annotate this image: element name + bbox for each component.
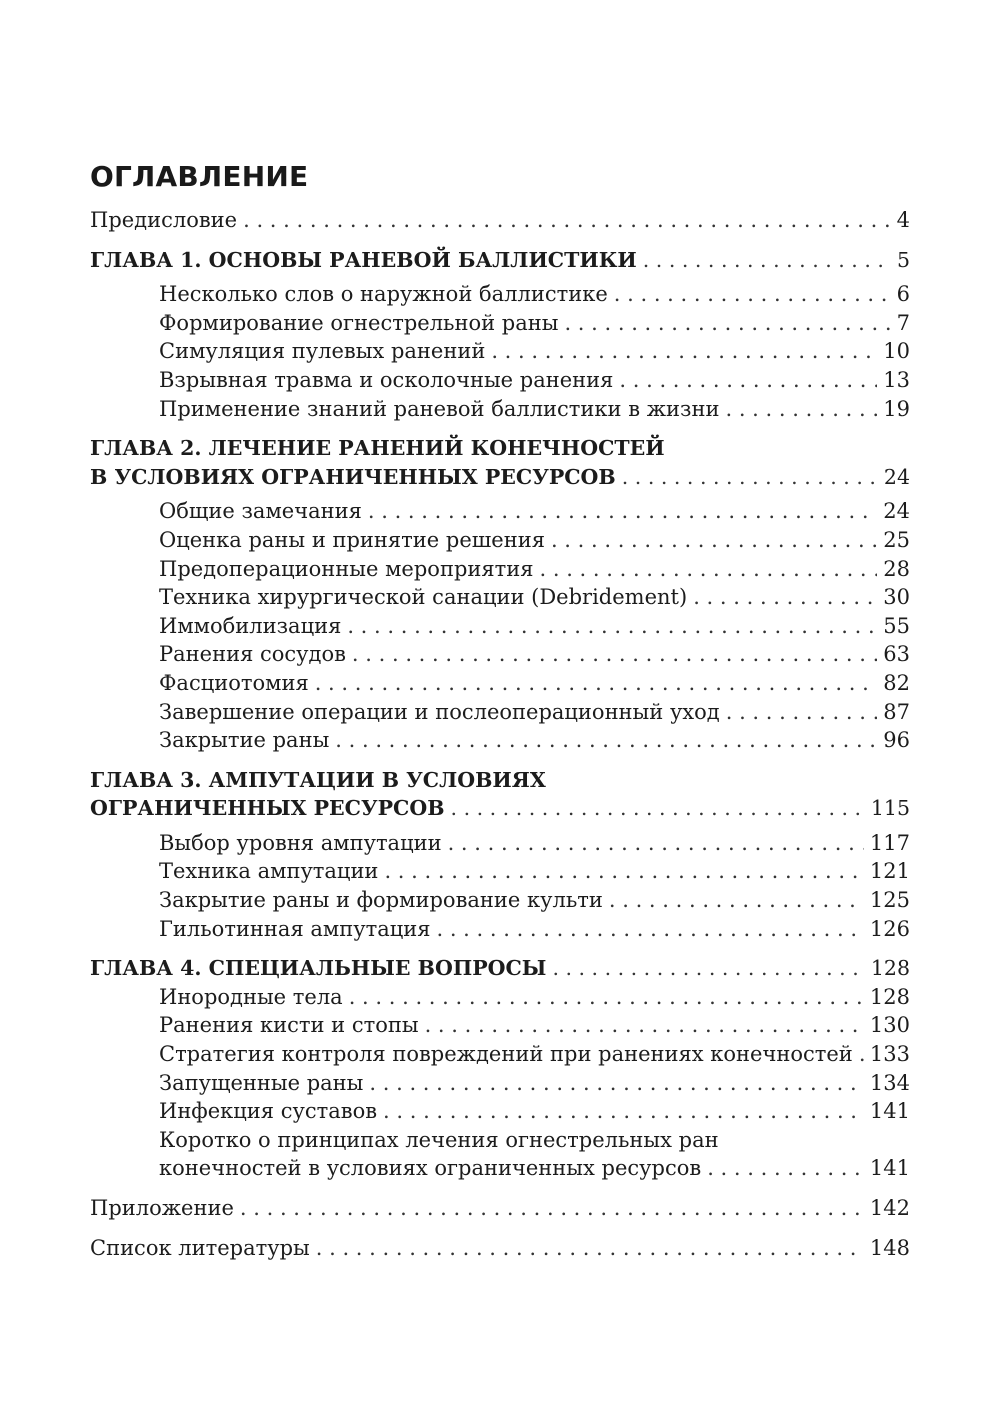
section-title: Инородные тела (159, 984, 343, 1009)
page-title: ОГЛАВЛЕНИЕ (90, 160, 309, 193)
chapter-title: ГЛАВА 2. ЛЕЧЕНИЕ РАНЕНИЙ КОНЕЧНОСТЕЙ (90, 436, 665, 461)
section-title: Гильотинная ампутация (159, 916, 431, 941)
toc-page-number: 24 (883, 499, 910, 524)
toc-section[interactable] (90, 669, 910, 698)
dot-leader (315, 669, 878, 698)
section-title: Предоперационные мероприятия (159, 556, 534, 581)
dot-leader (316, 1234, 864, 1263)
dot-leader (707, 1154, 864, 1183)
toc-page-number: 133 (869, 1042, 910, 1067)
toc-page-number: 117 (869, 830, 910, 855)
toc-page-number: 134 (869, 1070, 910, 1095)
dot-leader (384, 857, 863, 886)
toc-section-line-2[interactable] (90, 1154, 910, 1183)
toc-page-number: 125 (869, 888, 910, 913)
dot-leader (436, 915, 863, 944)
dot-leader (448, 829, 864, 858)
section-title: Закрытие раны и формирование культи (159, 888, 603, 913)
toc-page-number: 141 (869, 1156, 910, 1181)
dot-leader (383, 1097, 864, 1126)
toc-entry-preface[interactable] (90, 206, 910, 235)
toc-entry-title: Список литературы (90, 1235, 310, 1260)
section-title: Коротко о принципах лечения огнестрельных ран (159, 1127, 719, 1152)
toc-page-number: 10 (883, 339, 910, 364)
section-title: Применение знаний раневой баллистики в жизни (159, 396, 720, 421)
dot-leader (368, 497, 877, 526)
toc-section[interactable] (90, 280, 910, 309)
chapter-title: ГЛАВА 1. ОСНОВЫ РАНЕВОЙ БАЛЛИСТИКИ (90, 247, 637, 272)
dot-leader (614, 280, 891, 309)
toc-page-number: 115 (870, 796, 910, 821)
dot-leader (564, 309, 890, 338)
chapter-title: В УСЛОВИЯХ ОГРАНИЧЕННЫХ РЕСУРСОВ (90, 464, 616, 489)
toc-section[interactable] (90, 698, 910, 727)
toc-page-number: 128 (869, 984, 910, 1009)
toc-page-number: 148 (869, 1235, 910, 1260)
toc-chapter-2-line-1[interactable] (90, 434, 910, 463)
toc-page-number: 28 (883, 556, 910, 581)
toc-section[interactable] (90, 1011, 910, 1040)
dot-leader (349, 983, 864, 1012)
section-title: Оценка раны и принятие решения (159, 527, 545, 552)
dot-leader (551, 526, 877, 555)
toc-section[interactable] (90, 983, 910, 1012)
section-title: Техника ампутации (159, 859, 379, 884)
toc-section[interactable] (90, 337, 910, 366)
section-title: Стратегия контроля повреждений при ранениях конечностей (159, 1042, 853, 1067)
toc-section[interactable] (90, 555, 910, 584)
toc-page-number: 63 (883, 642, 910, 667)
chapter-title: ГЛАВА 3. АМПУТАЦИИ В УСЛОВИЯХ (90, 767, 546, 792)
section-title: Инфекция суставов (159, 1099, 378, 1124)
dot-leader (622, 463, 878, 492)
toc-entry-appendix[interactable] (90, 1194, 910, 1223)
toc-page-number: 96 (883, 728, 910, 753)
dot-leader (643, 246, 891, 275)
toc-page-number: 30 (883, 585, 910, 610)
section-title: Симуляция пулевых ранений (159, 339, 486, 364)
dot-leader (369, 1069, 864, 1098)
toc-page-number: 126 (869, 916, 910, 941)
dot-leader (352, 640, 877, 669)
toc-page-number: 121 (869, 859, 910, 884)
toc-section[interactable] (90, 395, 910, 424)
dot-leader (859, 1040, 864, 1069)
dot-leader (491, 337, 877, 366)
dot-leader (240, 1194, 864, 1223)
toc-chapter-4[interactable] (90, 954, 910, 983)
toc-chapter-1[interactable] (90, 246, 910, 275)
toc-entry-references[interactable] (90, 1234, 910, 1263)
section-title: Фасциотомия (159, 670, 309, 695)
toc-section[interactable] (90, 1040, 910, 1069)
section-title: Запущенные раны (159, 1070, 364, 1095)
toc-page-number: 141 (869, 1099, 910, 1124)
section-title: Ранения кисти и стопы (159, 1013, 419, 1038)
toc-page-number: 82 (883, 670, 910, 695)
dot-leader (609, 886, 864, 915)
toc-section[interactable] (90, 1097, 910, 1126)
toc-page-number: 87 (883, 699, 910, 724)
toc-entry-title: Приложение (90, 1196, 234, 1220)
toc-page-number: 142 (869, 1196, 910, 1220)
toc-page-number: 6 (896, 282, 910, 307)
toc-page-number: 19 (883, 396, 910, 421)
dot-leader (243, 206, 891, 235)
toc-page-number: 5 (896, 247, 910, 272)
toc-section[interactable] (90, 829, 910, 858)
section-title: Общие замечания (159, 499, 362, 524)
toc-chapter-3-line-2[interactable] (90, 794, 910, 823)
section-title: Ранения сосудов (159, 642, 346, 667)
toc-entry-title: Предисловие (90, 208, 238, 232)
dot-leader (335, 726, 877, 755)
toc-section[interactable] (90, 1069, 910, 1098)
toc-page-number: 55 (883, 613, 910, 638)
chapter-title: ГЛАВА 4. СПЕЦИАЛЬНЫЕ ВОПРОСЫ (90, 956, 547, 981)
section-title: Иммобилизация (159, 613, 342, 638)
toc-section[interactable] (90, 857, 910, 886)
section-title: Завершение операции и послеоперационный уход (159, 699, 720, 724)
dot-leader (725, 395, 877, 424)
toc-section[interactable] (90, 726, 910, 755)
dot-leader (347, 612, 877, 641)
toc-section[interactable] (90, 366, 910, 395)
dot-leader (425, 1011, 864, 1040)
toc-page-number: 24 (883, 464, 910, 489)
dot-leader (540, 555, 878, 584)
toc-section[interactable] (90, 915, 910, 944)
toc-page-number: 25 (883, 527, 910, 552)
toc-page-number: 13 (883, 367, 910, 392)
toc-chapter-3-line-1[interactable] (90, 766, 910, 795)
table-of-contents (90, 206, 910, 1262)
toc-page-number: 130 (869, 1013, 910, 1038)
section-title: Техника хирургической санации (Debridement) (159, 585, 688, 610)
toc-section-line-1[interactable] (90, 1126, 910, 1155)
toc-page-number: 128 (870, 956, 910, 981)
toc-page-number: 4 (896, 208, 910, 232)
toc-section[interactable] (90, 583, 910, 612)
chapter-title: ОГРАНИЧЕННЫХ РЕСУРСОВ (90, 796, 445, 821)
section-title: Взрывная травма и осколочные ранения (159, 367, 614, 392)
toc-section[interactable] (90, 640, 910, 669)
section-title: Несколько слов о наружной баллистике (159, 282, 608, 307)
dot-leader (726, 698, 878, 727)
section-title: Выбор уровня ампутации (159, 830, 442, 855)
toc-section[interactable] (90, 526, 910, 555)
toc-section[interactable] (90, 886, 910, 915)
toc-section[interactable] (90, 612, 910, 641)
section-title: Закрытие раны (159, 728, 330, 753)
dot-leader (693, 583, 877, 612)
dot-leader (451, 794, 865, 823)
toc-chapter-2-line-2[interactable] (90, 463, 910, 492)
dot-leader (619, 366, 877, 395)
toc-section[interactable] (90, 497, 910, 526)
toc-section[interactable] (90, 309, 910, 338)
section-title-continuation: конечностей в условиях ограниченных ресурсов (159, 1156, 702, 1181)
toc-page-number: 7 (896, 310, 910, 335)
section-title: Формирование огнестрельной раны (159, 310, 559, 335)
dot-leader (552, 954, 864, 983)
